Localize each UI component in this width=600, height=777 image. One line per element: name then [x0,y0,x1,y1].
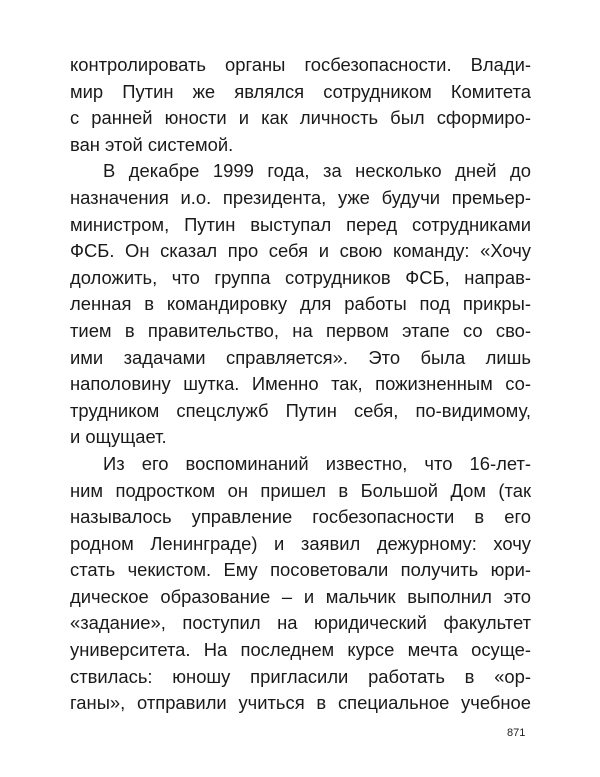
text-line: и ощущает. [70,426,167,448]
text-line: родном Ленинграде) и заявил дежурному: хочу [70,532,531,554]
text-line: наполовину шутка. Именно так, пожизненным со- [70,373,531,395]
paragraph-3 [70,451,531,717]
text-line: мир Путин же являлся сотрудником Комитета [70,80,531,102]
text-line: Из его воспоминаний известно, что 16-лет- [103,452,531,474]
text-line: трудником спецслужб Путин себя, по-видимому, [70,399,531,421]
text-line: называлось управление госбезопасности в его [70,506,531,528]
text-line: ним подростком он пришел в Большой Дом (так [70,479,531,501]
text-line: назначения и.о. президента, уже будучи премьер- [70,186,531,208]
text-line: доложить, что группа сотрудников ФСБ, направ- [70,266,531,288]
text-line: тием в правительство, на первом этапе со сво- [70,319,531,341]
text-line: ван этой системой. [70,133,234,155]
text-line: ими задачами справляется». Это была лишь [70,346,531,368]
text-line: ганы», отправили учиться в специальное учебное [70,692,531,714]
paragraph-1 [70,52,531,158]
text-line: с ранней юности и как личность был сформиро- [70,107,531,129]
text-line: контролировать органы госбезопасности. Влади- [70,54,531,75]
text-line: «задание», поступил на юридический факультет [70,612,531,634]
text-line: стать чекистом. Ему посоветовали получить юри- [70,559,531,581]
paragraph-2 [70,158,531,451]
page-number: 871 [507,727,526,739]
text-line: дическое образование – и мальчик выполнил это [70,585,531,607]
text-line: министром, Путин выступал перед сотрудниками [70,213,531,235]
text-line: ленная в командировку для работы под прикры- [70,293,531,315]
text-line: ФСБ. Он сказал про себя и свою команду: «Хочу [70,240,531,262]
text-line: ствилась: юношу пригласили работать в «ор- [70,665,531,687]
page-body [70,52,531,717]
text-line: В декабре 1999 года, за несколько дней до [103,160,531,182]
text-line: университета. На последнем курсе мечта осуще- [70,639,531,661]
